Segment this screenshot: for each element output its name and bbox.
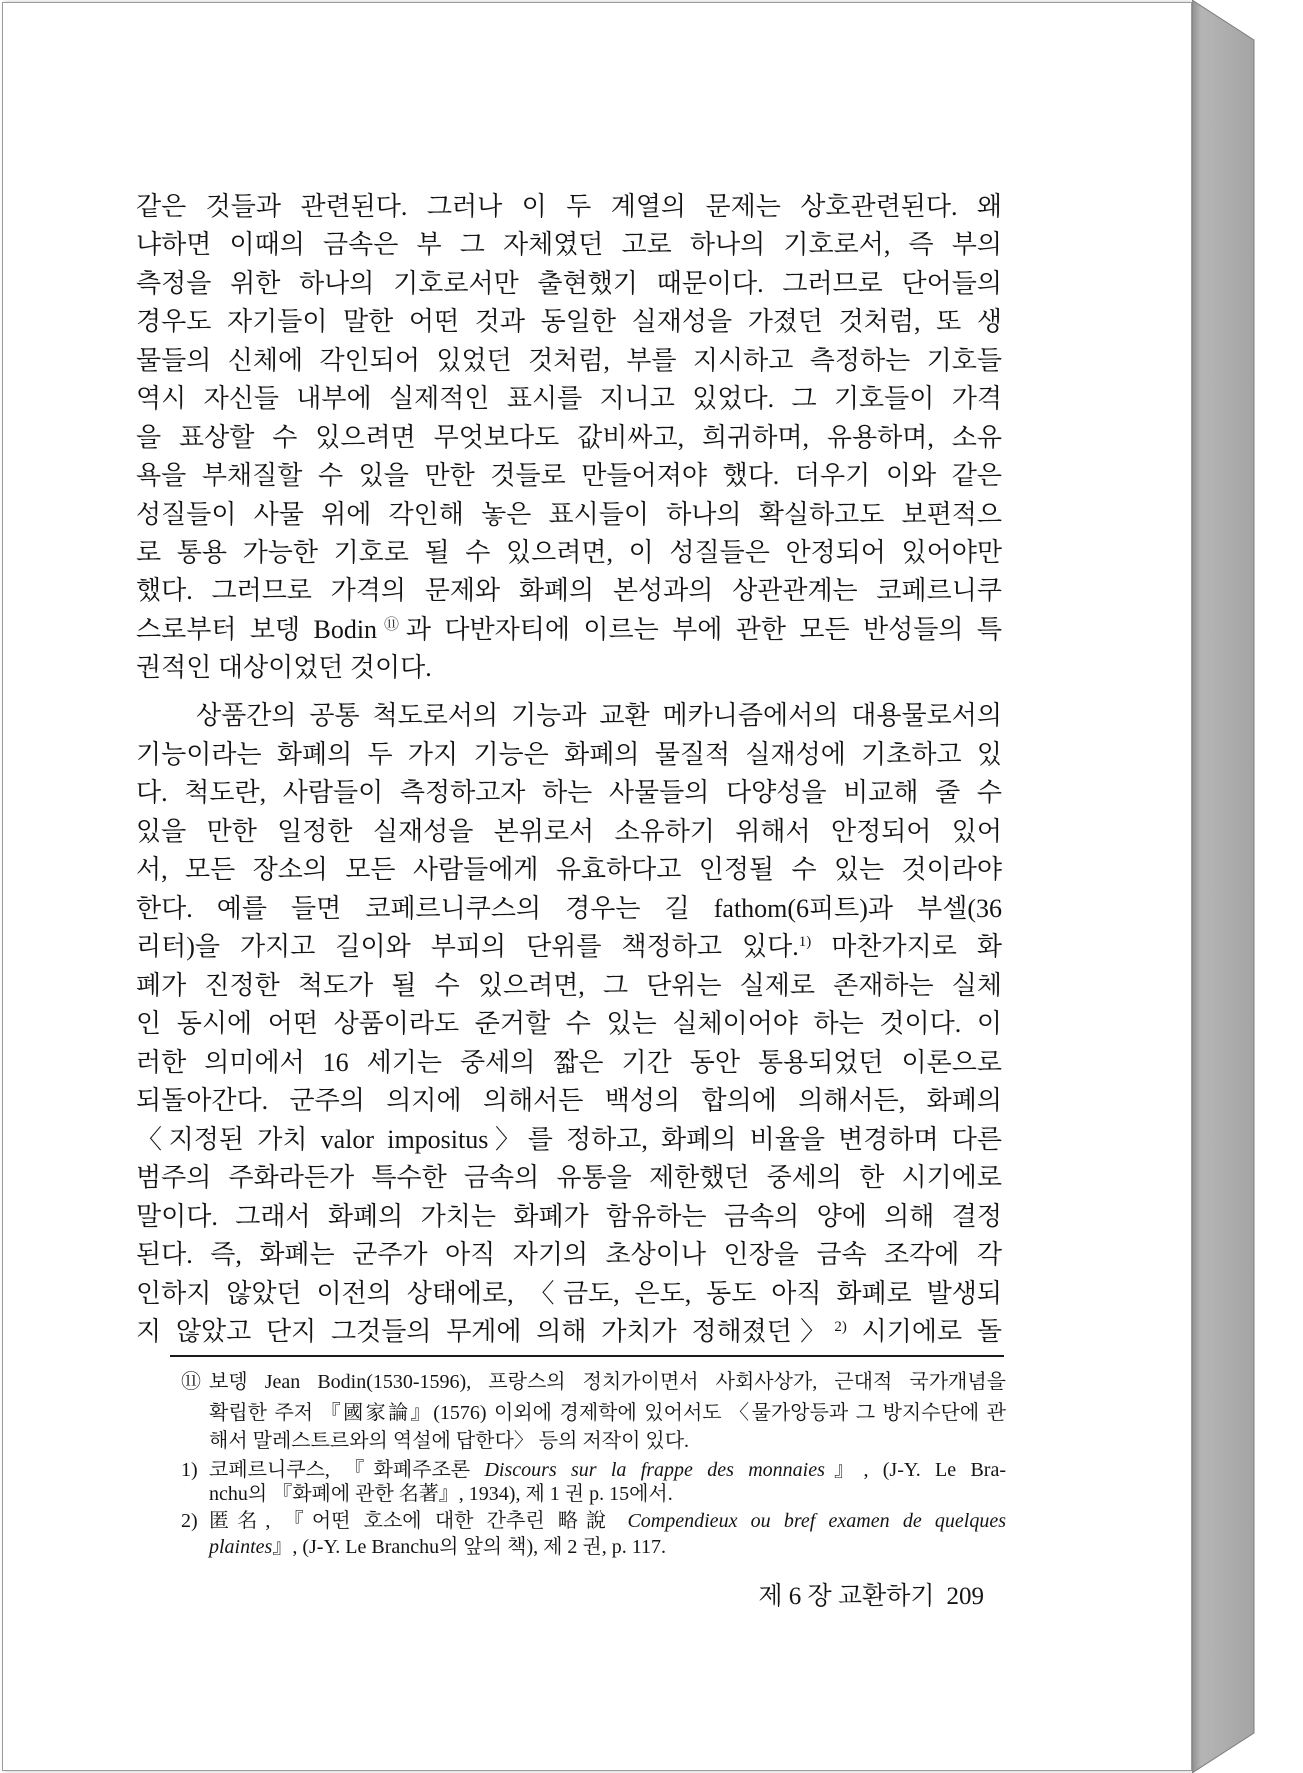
text-line: 범주의 주화라든가 특수한 금속의 유통을 제한했던 중세의 한 시기에로 (136, 1163, 1002, 1192)
text-line: 폐가 진정한 척도가 될 수 있으려면, 그 단위는 실제로 존재하는 실체 (136, 970, 1002, 1000)
text-line: 되돌아간다. 군주의 의지에 의해서든 백성의 합의에 의해서든, 화폐의 (136, 1086, 1002, 1115)
text-line: 욕을 부채질할 수 있을 만한 것들로 만들어져야 했다. 더우기 이와 같은 (136, 461, 1002, 491)
text-segment: 匿名, 『어떤 호소에 대한 간추린 略說 (209, 1510, 628, 1532)
page-footer (560, 1581, 984, 1613)
italic-title: plaintes (209, 1536, 273, 1558)
text-line: 경우도 자기들이 말한 어떤 것과 동일한 실재성을 가졌던 것처럼, 또 생 (136, 307, 1002, 337)
text-line: 했다. 그러므로 가격의 문제와 화폐의 본성과의 상관관계는 코페르니쿠 (136, 576, 1002, 606)
footnote-mark: ⑪ (181, 1371, 201, 1393)
text-line: 기능이라는 화폐의 두 가지 기능은 화폐의 물질적 실재성에 기초하고 있 (136, 739, 1002, 769)
text-line: 상품간의 공통 척도로서의 기능과 교환 메카니즘에서의 대용물로서의 (196, 701, 1002, 730)
footnote-line: 확립한 주저 『國家論』(1576) 이외에 경제학에 있어서도 〈물가앙등과 그 방지수단에 관 (209, 1402, 1006, 1424)
footnote-line (209, 1507, 1006, 1535)
text-segment: 마찬가지로 화 (811, 932, 1002, 961)
text-segment: 지 않았고 단지 그것들의 무게에 의해 가치가 정해졌던〉 (136, 1317, 835, 1346)
chapter-title: 제 6 장 교환하기 (758, 1583, 935, 1610)
text-line: 러한 의미에서 16 세기는 중세의 짧은 기간 동안 통용되었던 이론으로 (136, 1047, 1002, 1077)
text-line: 한다. 예를 들면 코페르니쿠스의 경우는 길 fathom(6피트)과 부셀(36 (136, 893, 1002, 923)
page-edge (1192, 0, 1256, 1773)
paragraph-1 (136, 188, 1002, 688)
footnote-ref: 1) (798, 934, 812, 950)
text-line: 인하지 않았던 이전의 상태에로, 〈금도, 은도, 동도 아직 화폐로 발생되 (136, 1278, 1002, 1308)
text-segment: 코페르니쿠스, 『화폐주조론 (209, 1459, 485, 1481)
text-line: 물들의 신체에 각인되어 있었던 것처럼, 부를 지시하고 측정하는 기호들 (136, 345, 1002, 375)
text-segment: 』, (J-Y. Le Bra- (824, 1459, 1006, 1481)
footnote-line: 보뎅 Jean Bodin(1530-1596), 프랑스의 정치가이면서 사회사상가, 근대적 국가개념을 (209, 1371, 1006, 1393)
text-line: 인 동시에 어떤 상품이라도 준거할 수 있는 실체이어야 하는 것이다. 이 (136, 1009, 1002, 1038)
text-line: 역시 자신들 내부에 실제적인 표시를 지니고 있었다. 그 기호들이 가격 (136, 384, 1002, 414)
text-segment: 리터)을 가지고 길이와 부피의 단위를 책정하고 있다. (136, 932, 799, 961)
text-line: 〈지정된 가치 valor impositus〉를 정하고, 화폐의 비율을 변경하며 다른 (136, 1124, 1002, 1154)
text-line (136, 928, 1002, 967)
text-line: 권적인 대상이었던 것이다. (136, 653, 432, 683)
text-line: 냐하면 이때의 금속은 부 그 자체였던 고로 하나의 기호로서, 즉 부의 (136, 230, 1002, 260)
footnote-ref: 2) (834, 1319, 847, 1335)
text-line: 있을 만한 일정한 실재성을 본위로서 소유하기 위해서 안정되어 있어 (136, 816, 1002, 846)
text-line: 성질들이 사물 위에 각인해 놓은 표시들이 하나의 확실하고도 보편적으 (136, 499, 1002, 529)
footnote-line (209, 1533, 1006, 1561)
text-line: 측정을 위한 하나의 기호로서만 출현했기 때문이다. 그러므로 단어들의 (136, 268, 1002, 298)
text-segment: 시기에로 돌 (846, 1317, 1002, 1346)
text-line: 로 통용 가능한 기호로 될 수 있으려면, 이 성질들은 안정되어 있어야만 (136, 537, 1002, 567)
paragraph-2 (136, 697, 1002, 1352)
italic-title: Discours sur la frappe des monnaies (484, 1459, 825, 1481)
text-line: 을 표상할 수 있으려면 무엇보다도 값비싸고, 희귀하며, 유용하며, 소유 (136, 422, 1002, 452)
footnote-ref: ⑪ (377, 616, 406, 633)
italic-title: Compendieux ou bref examen de quelques (627, 1510, 1006, 1532)
footnote-mark: 2) (181, 1510, 198, 1532)
text-line: 말이다. 그래서 화폐의 가치는 화폐가 함유하는 금속의 양에 의해 결정 (136, 1201, 1002, 1231)
text-segment: 』, (J-Y. Le Branchu의 앞의 책), 제 2 권, p. 117. (272, 1536, 666, 1558)
text-segment: 스로부터 보뎅 Bodin (136, 614, 378, 644)
footnote-line: nchu의 『화폐에 관한 名著』, 1934), 제 1 권 p. 15에서. (209, 1483, 673, 1505)
footnote-mark: 1) (181, 1459, 198, 1481)
text-line (136, 611, 1002, 649)
text-line: 같은 것들과 관련된다. 그러나 이 두 계열의 문제는 상호관련된다. 왜 (136, 192, 1002, 221)
page-number: 209 (946, 1583, 984, 1610)
footnote-line: 해서 말레스트르와의 역설에 답한다〉 등의 저작이 있다. (209, 1430, 690, 1452)
text-line: 다. 척도란, 사람들이 측정하고자 하는 사물들의 다양성을 비교해 줄 수 (136, 778, 1002, 807)
text-segment: 과 다반자티에 이르는 부에 관한 모든 반성들의 특 (405, 614, 1002, 644)
footnote-rule (170, 1355, 1004, 1357)
text-line: 된다. 즉, 화폐는 군주가 아직 자기의 초상이나 인장을 금속 조각에 각 (136, 1240, 1002, 1269)
text-line (136, 1313, 1002, 1352)
text-line: 서, 모든 장소의 모든 사람들에게 유효하다고 인정될 수 있는 것이라야 (136, 855, 1002, 884)
